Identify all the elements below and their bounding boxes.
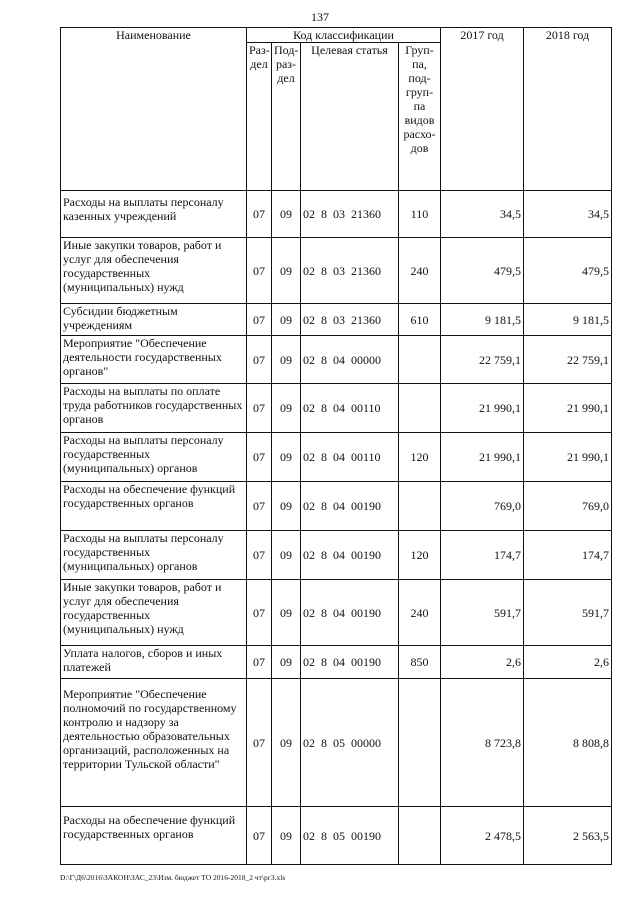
cell-razdel: 07 [247, 384, 272, 433]
cell-razdel: 07 [247, 679, 272, 807]
cell-2018: 21 990,1 [524, 384, 612, 433]
table-row [61, 531, 612, 580]
table-row [61, 336, 612, 384]
header-name: Наименование [61, 28, 247, 191]
table-row [61, 482, 612, 531]
table-row [61, 807, 612, 865]
cell-podrazdel: 09 [272, 531, 301, 580]
cell-razdel: 07 [247, 336, 272, 384]
cell-2018: 769,0 [524, 482, 612, 531]
table-row [61, 304, 612, 336]
table-row [61, 679, 612, 807]
cell-celevaya: 02 8 04 00190 [301, 482, 399, 531]
cell-name: Расходы на обеспечение функций государственных органов [61, 807, 247, 865]
cell-2017: 479,5 [441, 238, 524, 304]
cell-podrazdel: 09 [272, 238, 301, 304]
cell-podrazdel: 09 [272, 304, 301, 336]
cell-vid: 240 [399, 238, 441, 304]
cell-celevaya: 02 8 04 00190 [301, 646, 399, 679]
header-code-group: Код классификации [247, 28, 441, 43]
cell-razdel: 07 [247, 304, 272, 336]
cell-2018: 9 181,5 [524, 304, 612, 336]
cell-podrazdel: 09 [272, 384, 301, 433]
cell-2017: 2 478,5 [441, 807, 524, 865]
cell-2018: 8 808,8 [524, 679, 612, 807]
cell-podrazdel: 09 [272, 580, 301, 646]
cell-vid [399, 679, 441, 807]
cell-2018: 21 990,1 [524, 433, 612, 482]
table-row [61, 384, 612, 433]
cell-name: Субсидии бюджетным учреждениям [61, 304, 247, 336]
cell-celevaya: 02 8 04 00000 [301, 336, 399, 384]
cell-razdel: 07 [247, 482, 272, 531]
table-row [61, 433, 612, 482]
cell-celevaya: 02 8 04 00190 [301, 531, 399, 580]
cell-2017: 9 181,5 [441, 304, 524, 336]
cell-razdel: 07 [247, 191, 272, 238]
cell-2018: 479,5 [524, 238, 612, 304]
cell-2017: 769,0 [441, 482, 524, 531]
cell-vid [399, 807, 441, 865]
cell-vid: 240 [399, 580, 441, 646]
cell-celevaya: 02 8 03 21360 [301, 238, 399, 304]
cell-vid: 610 [399, 304, 441, 336]
cell-name: Иные закупки товаров, работ и услуг для обеспечения государственных (муниципальных) нужд [61, 580, 247, 646]
cell-celevaya: 02 8 04 00110 [301, 384, 399, 433]
table-row [61, 191, 612, 238]
cell-podrazdel: 09 [272, 679, 301, 807]
table-row [61, 646, 612, 679]
cell-2018: 2,6 [524, 646, 612, 679]
cell-podrazdel: 09 [272, 336, 301, 384]
cell-2017: 34,5 [441, 191, 524, 238]
cell-name: Уплата налогов, сборов и иных платежей [61, 646, 247, 679]
cell-podrazdel: 09 [272, 191, 301, 238]
cell-celevaya: 02 8 04 00190 [301, 580, 399, 646]
cell-vid: 110 [399, 191, 441, 238]
cell-2018: 2 563,5 [524, 807, 612, 865]
cell-2017: 174,7 [441, 531, 524, 580]
cell-2017: 21 990,1 [441, 433, 524, 482]
cell-2017: 2,6 [441, 646, 524, 679]
header-razdel: Раз- дел [247, 43, 272, 191]
header-vid: Груп- па, под- груп- па видов расхо- дов [399, 43, 441, 191]
cell-name: Расходы на выплаты по оплате труда работников государственных органов [61, 384, 247, 433]
cell-name: Расходы на выплаты персоналу казенных учреждений [61, 191, 247, 238]
cell-name: Расходы на выплаты персоналу государственных (муниципальных) органов [61, 433, 247, 482]
cell-podrazdel: 09 [272, 433, 301, 482]
cell-2018: 34,5 [524, 191, 612, 238]
cell-name: Расходы на обеспечение функций государственных органов [61, 482, 247, 531]
cell-2017: 8 723,8 [441, 679, 524, 807]
file-path-footer: D:\Г\Д6\2016\ЗАКОН\ЗАС_23\Изм. бюджет ТО 2016-2018_2 чт\рг3.xls [60, 873, 286, 882]
table-row [61, 238, 612, 304]
cell-vid: 120 [399, 531, 441, 580]
cell-razdel: 07 [247, 646, 272, 679]
header-2017: 2017 год [441, 28, 524, 191]
cell-2018: 591,7 [524, 580, 612, 646]
budget-table [60, 27, 612, 865]
cell-2018: 22 759,1 [524, 336, 612, 384]
cell-celevaya: 02 8 05 00000 [301, 679, 399, 807]
cell-name: Иные закупки товаров, работ и услуг для обеспечения государственных (муниципальных) нужд [61, 238, 247, 304]
cell-vid [399, 336, 441, 384]
cell-name: Мероприятие "Обеспечение деятельности государственных органов" [61, 336, 247, 384]
cell-2017: 22 759,1 [441, 336, 524, 384]
cell-podrazdel: 09 [272, 646, 301, 679]
cell-razdel: 07 [247, 531, 272, 580]
cell-razdel: 07 [247, 807, 272, 865]
header-celevaya: Целевая статья [301, 43, 399, 191]
cell-razdel: 07 [247, 238, 272, 304]
cell-celevaya: 02 8 05 00190 [301, 807, 399, 865]
cell-2018: 174,7 [524, 531, 612, 580]
cell-razdel: 07 [247, 433, 272, 482]
cell-podrazdel: 09 [272, 482, 301, 531]
page-number: 137 [311, 10, 329, 24]
header-podrazdel: Под- раз- дел [272, 43, 301, 191]
cell-celevaya: 02 8 03 21360 [301, 304, 399, 336]
cell-vid [399, 482, 441, 531]
cell-name: Расходы на выплаты персоналу государственных (муниципальных) органов [61, 531, 247, 580]
cell-vid [399, 384, 441, 433]
cell-2017: 21 990,1 [441, 384, 524, 433]
cell-name: Мероприятие "Обеспечение полномочий по государственному контролю и надзору за деятельностью образовательных организаций, расположенных на территории Тульской области" [61, 679, 247, 807]
cell-celevaya: 02 8 03 21360 [301, 191, 399, 238]
cell-vid: 120 [399, 433, 441, 482]
cell-vid: 850 [399, 646, 441, 679]
table-row [61, 580, 612, 646]
cell-razdel: 07 [247, 580, 272, 646]
header-2018: 2018 год [524, 28, 612, 191]
cell-podrazdel: 09 [272, 807, 301, 865]
header-row [61, 28, 612, 43]
cell-2017: 591,7 [441, 580, 524, 646]
cell-celevaya: 02 8 04 00110 [301, 433, 399, 482]
